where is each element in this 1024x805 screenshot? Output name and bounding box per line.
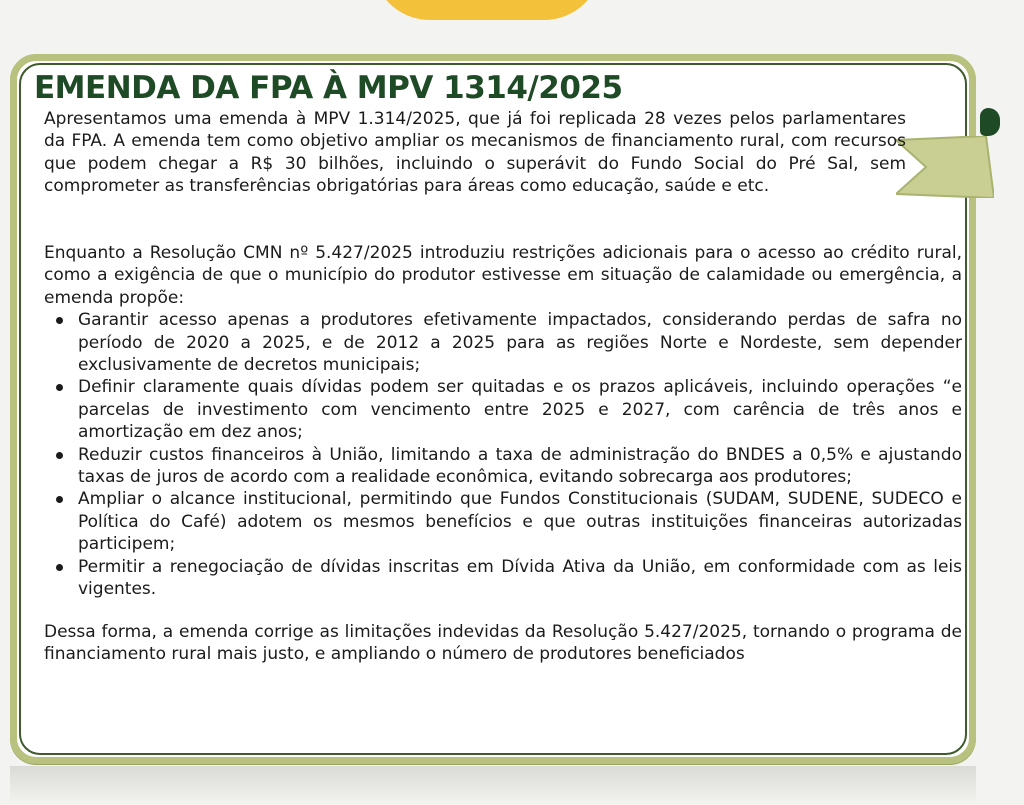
document-body [44, 108, 906, 198]
ribbon-knob-decoration [980, 108, 1000, 136]
bullet-icon [56, 317, 63, 324]
page-title: EMENDA DA FPA À MPV 1314/2025 [34, 70, 623, 106]
ribbon-decoration [896, 136, 994, 198]
bullet-icon [56, 496, 63, 503]
intro-paragraph: Apresentamos uma emenda à MPV 1.314/2025, que já foi replicada 28 vezes pelos parlamentares da FPA. A emenda tem como objetivo ampliar os mecanismos de financiamento rural, com recursos que podem chegar a R$ 30 bilhões, incluindo o superávit do Fundo Social do Pré Sal, sem comprometer as transferências obrigatórias para áreas como educação, saúde e etc. [44, 109, 906, 197]
list-item: Reduzir custos financeiros à União, limitando a taxa de administração do BNDES a 0,5% e ajustando taxas de juros de acordo com a realidade econômica, evitando sobrecarga aos produtores; [44, 444, 962, 489]
list-item: Definir claramente quais dívidas podem ser quitadas e os prazos aplicáveis, incluindo operações “e parcelas de investimento com vencimento entre 2025 e 2027, com carência de três anos e amortização em dez anos; [44, 376, 962, 443]
list-item: Ampliar o alcance institucional, permitindo que Fundos Constitucionais (SUDAM, SUDENE, SUDECO e Política do Café) adotem os mesmos benefícios e que outras instituições financeiras autorizadas participem; [44, 488, 962, 555]
document-body-continued [44, 242, 962, 665]
conclusion-paragraph: Dessa forma, a emenda corrige as limitações indevidas da Resolução 5.427/2025, tornando o programa de financiamento rural mais justo, e ampliando o número de produtores beneficiados [44, 621, 962, 664]
bullet-icon [56, 384, 63, 391]
bullet-icon [56, 564, 63, 571]
list-item: Garantir acesso apenas a produtores efetivamente impactados, considerando perdas de safra no período de 2020 a 2025, e de 2012 a 2025 para as regiões Norte e Nordeste, sem depender exclusivamente de decretos municipais; [44, 309, 962, 376]
top-decoration-sun [372, 0, 602, 20]
bullet-icon [56, 452, 63, 459]
context-paragraph: Enquanto a Resolução CMN nº 5.427/2025 introduziu restrições adicionais para o acesso ao crédito rural, como a exigência de que o município do produtor estivesse em situação de calamidade ou emergência, a emenda propõe: [44, 243, 962, 308]
list-item: Permitir a renegociação de dívidas inscritas em Dívida Ativa da União, em conformidade com as leis vigentes. [44, 556, 962, 601]
bottom-shadow [10, 766, 976, 805]
proposals-list [44, 309, 962, 600]
